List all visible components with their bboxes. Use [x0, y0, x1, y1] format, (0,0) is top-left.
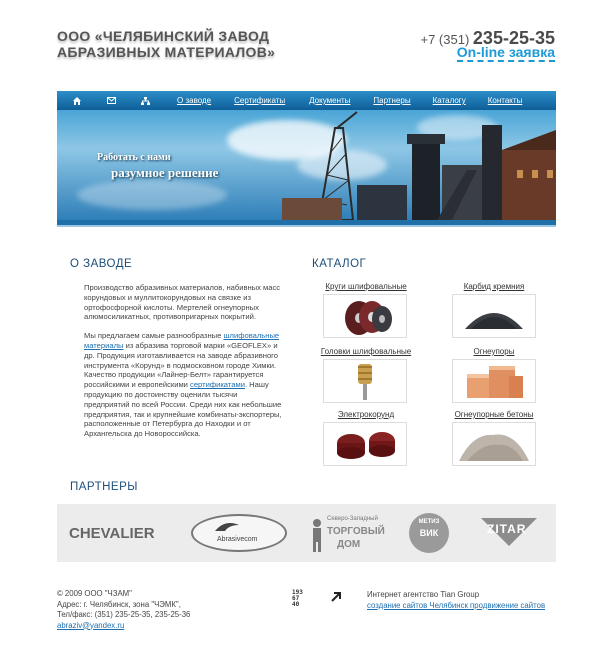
grinding-wheels-image[interactable]	[323, 294, 407, 338]
banner-divider-light	[57, 225, 556, 227]
catalog-item-label-grinding-heads[interactable]: Головки шлифовальные	[320, 347, 412, 356]
abrasivecom-text: Abrasivecom	[217, 536, 258, 543]
footer-copyright: © 2009 ООО "ЧЗАМ"	[57, 589, 132, 598]
catalog-item-label-grinding-wheels[interactable]: Круги шлифовальные	[325, 282, 407, 291]
phone-number: 235-25-35	[472, 28, 555, 48]
agency-link[interactable]: создание сайтов Челябинск продвижение сайтов	[367, 601, 546, 610]
footer-contacts	[57, 589, 190, 631]
about-paragraph-1: Производство абразивных материалов, набивных масс корундовых и муллитокорундовых на связке из ортофосфорной кислоты. Мертелей огнеупорных алюмосиликатных, противопригарных покрытий.	[84, 283, 281, 322]
footer-agency	[367, 589, 545, 611]
nw-trade-line3: ДОМ	[337, 539, 361, 550]
partner-logo-nw-trade-house[interactable]	[309, 512, 385, 556]
counter-digit-3: 40	[292, 601, 300, 608]
agency-name: Интернет агентство Tian Group	[367, 590, 480, 599]
company-name	[57, 28, 275, 60]
about-p2-text-1: Мы предлагаем самые разнообразные	[84, 331, 224, 341]
partner-logo-zitar[interactable]	[479, 516, 539, 548]
catalog-item-label-electrocorundum[interactable]: Электрокорунд	[337, 410, 395, 419]
nav-item-partners[interactable]: Партнеры	[373, 96, 411, 105]
partner-logo-abrasivecom[interactable]	[191, 514, 287, 552]
home-icon[interactable]	[72, 96, 82, 106]
nw-trade-line2: ТОРГОВЫЙ	[327, 526, 385, 537]
main-nav	[57, 91, 556, 110]
grinding-materials-link[interactable]: шлифовальные материалы	[84, 331, 280, 350]
agency-arrow-icon[interactable]	[330, 590, 342, 608]
certificates-link[interactable]: сертификатами	[190, 380, 245, 390]
mail-icon[interactable]	[106, 96, 116, 106]
about-p2-text-3: . Нашу продукцию по достоинству оценили тысячи предприятий по всей России. Среди них как небольшие предприятия, так и крупнейшие комбинаты-экспортеры, расположенные от Петербурга до Находки и от Архангельска до Новороссийска.	[84, 380, 282, 439]
nav-item-certificates[interactable]: Сертификаты	[234, 96, 286, 105]
metiz-text: МЕТИЗ	[418, 519, 440, 525]
footer-email-link[interactable]: abraziv@yandex.ru	[57, 620, 125, 630]
partner-logo-metiz-vik[interactable]	[409, 513, 449, 553]
partners-logos	[57, 504, 556, 562]
catalog-item-label-silicon-carbide[interactable]: Карбид кремния	[463, 282, 525, 291]
nw-trade-line1: Северо-Западный	[327, 516, 378, 522]
refractory-concrete-image[interactable]	[452, 422, 536, 466]
catalog-item-label-refractory-concrete[interactable]: Огнеупорные бетоны	[454, 410, 534, 419]
visit-counter[interactable]	[292, 590, 304, 608]
worker-icon	[309, 518, 325, 552]
silicon-carbide-image[interactable]	[452, 294, 536, 338]
partners-title: ПАРТНЕРЫ	[70, 481, 138, 493]
online-request-link[interactable]: On-line заявка	[456, 44, 555, 60]
about-title: О ЗАВОДЕ	[70, 258, 133, 270]
about-text	[84, 283, 284, 448]
company-name-line2: АБРАЗИВНЫХ МАТЕРИАЛОВ»	[57, 44, 276, 60]
catalog-title: КАТАЛОГ	[312, 258, 367, 270]
counter-digit-1: 193	[292, 589, 303, 596]
about-p2-text-2: из абразива торговой марки «GEOFLEX» и др. Продукция изготавливается на заводе абразивного инструмента «Корунд» в подмосковном городе Химки. Качество продукции «Лайнер-Белт» гарантируется российскими и европейскими	[84, 340, 278, 390]
phone-prefix: +7 (351)	[420, 32, 470, 47]
grinding-heads-image[interactable]	[323, 359, 407, 403]
about-paragraph-2	[84, 331, 284, 439]
company-name-line1: ООО «ЧЕЛЯБИНСКИЙ ЗАВОД	[57, 28, 270, 44]
hero-banner	[57, 110, 556, 220]
banner-slogan-line1: Работать с нами	[97, 152, 171, 163]
electrocorundum-image[interactable]	[323, 422, 407, 466]
partner-logo-chevalier[interactable]: CHEVALIER	[69, 525, 155, 542]
nav-item-about[interactable]: О заводе	[177, 96, 212, 105]
banner-slogan-line2: разумное решение	[111, 165, 219, 180]
refractory-bricks-image[interactable]	[452, 359, 536, 403]
footer-address: Адрес: г. Челябинск, зона "ЧЭМК",	[57, 599, 181, 609]
shark-icon	[215, 519, 241, 535]
nav-item-contacts[interactable]: Контакты	[487, 96, 523, 105]
nav-item-catalog[interactable]: Каталогу	[432, 96, 466, 105]
zitar-text: ZITAR	[487, 522, 527, 536]
catalog-item-label-refractories[interactable]: Огнеупоры	[473, 347, 515, 356]
footer-phone: Тел/факс: (351) 235-25-35, 235-25-36	[57, 610, 191, 619]
counter-digit-2: 67	[292, 595, 300, 602]
vik-text: ВИК	[419, 528, 439, 538]
sitemap-icon[interactable]	[140, 96, 150, 106]
nav-item-documents[interactable]: Документы	[309, 96, 351, 105]
